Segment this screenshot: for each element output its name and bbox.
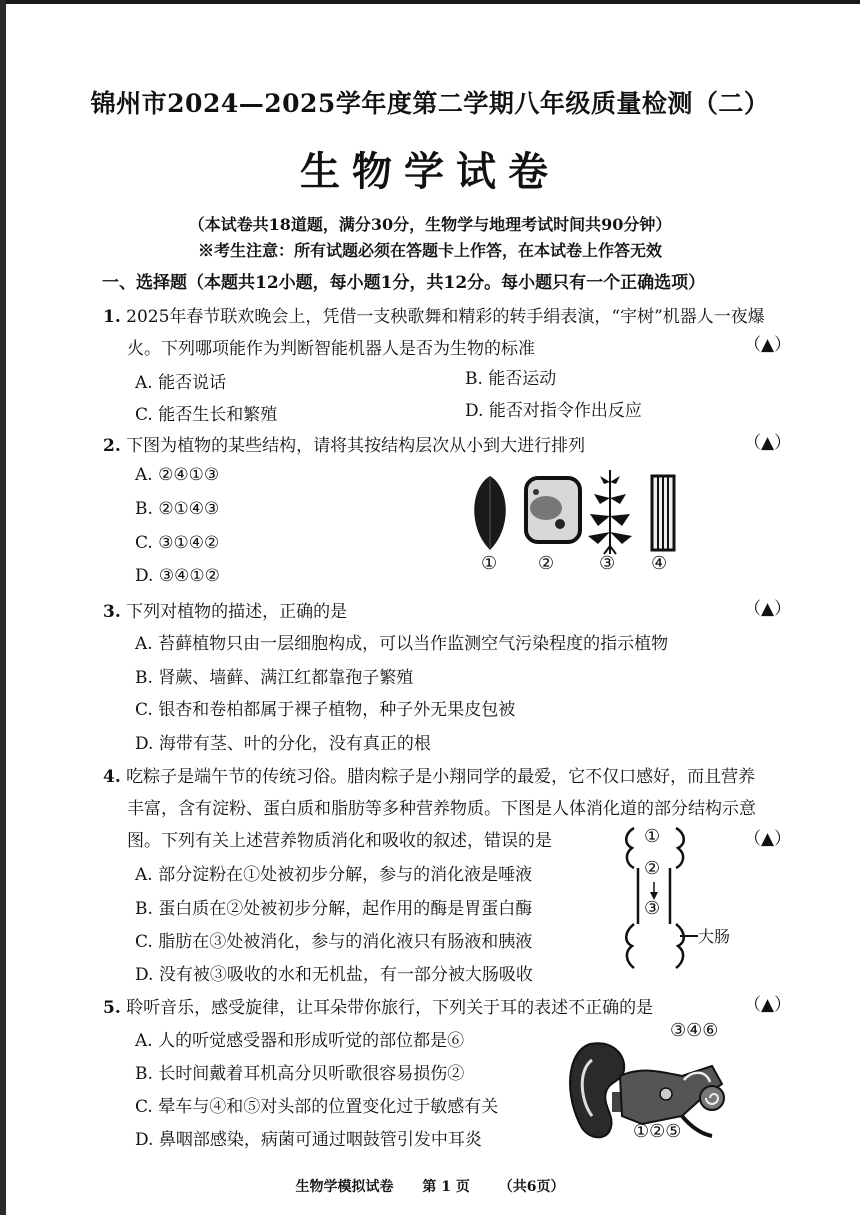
option-text: 人的听觉感受器和形成听觉的部位都是⑥ (158, 1031, 465, 1051)
option-label: A. (135, 865, 153, 885)
option-label: A. (135, 634, 153, 654)
tract-label-2: ② (644, 858, 661, 879)
figure-label-1: ① (481, 553, 498, 574)
exam-notice: ※考生注意：所有试题必须在答题卡上作答，在本试卷上作答无效 (197, 241, 662, 260)
section-title: 一、选择题（本题共12小题，每小题1分，共12分。每小题只有一个正确选项） (102, 273, 706, 293)
question-5-number: 5. (103, 998, 121, 1018)
option-label: A. (135, 1031, 153, 1051)
option-text: 鼻咽部感染，病菌可通过咽鼓管引发中耳炎 (158, 1130, 482, 1150)
subject-title: 生物学试卷 (300, 148, 560, 195)
question-5-option-c (135, 1092, 498, 1117)
question-5-option-b (135, 1059, 464, 1084)
question-4-option-c (135, 927, 532, 952)
option-label: D. (135, 566, 154, 586)
question-2-line-1 (103, 431, 585, 456)
question-2-stem-1: 下图为植物的某些结构，请将其按结构层次从小到大进行排列 (126, 436, 586, 456)
question-4-stem-3: 图。下列有关上述营养物质消化和吸收的叙述，错误的是 (127, 831, 552, 851)
footer-page: 第 1 页 (422, 1179, 470, 1195)
option-label: B. (135, 668, 153, 688)
option-label: A. (135, 465, 153, 485)
option-text: 银杏和卷柏都属于裸子植物，种子外无果皮包被 (158, 700, 516, 720)
option-label: A. (135, 373, 153, 393)
scan-top-border (0, 0, 860, 4)
question-4-stem-1: 吃粽子是端午节的传统习俗。腊肉粽子是小翔同学的最爱，它不仅口感好，而且营养 (126, 767, 756, 787)
question-1-stem-1: 2025年春节联欢晚会上，凭借一支秧歌舞和精彩的转手绢表演，“宇树”机器人一夜爆 (126, 307, 765, 327)
question-1-stem-2: 火。下列哪项能作为判断智能机器人是否为生物的标准 (127, 339, 535, 359)
ear-labels-top: ③④⑥ (670, 1020, 719, 1041)
question-1-option-b (465, 364, 556, 389)
question-2-option-d (135, 566, 220, 586)
question-2-answer-mark: （▲） (744, 433, 792, 453)
question-4-option-d (135, 960, 533, 985)
question-3-line-1 (103, 597, 347, 622)
exam-title: 锦州市2024—2025学年度第二学期八年级质量检测（二） (90, 89, 770, 118)
question-5-stem-1: 聆听音乐，感受旋律，让耳朵带你旅行，下列关于耳的表述不正确的是 (126, 998, 654, 1018)
figure-label-4: ④ (651, 553, 668, 574)
question-1-line-1 (103, 302, 765, 327)
question-1-option-c (135, 400, 277, 425)
large-intestine-label: 大肠 (698, 927, 731, 946)
tract-label-3: ③ (644, 898, 661, 919)
question-3-number: 3. (103, 602, 121, 622)
page-footer (0, 1176, 860, 1196)
option-text: ②①④③ (158, 499, 220, 519)
tract-label-1: ① (644, 826, 661, 847)
tissue-icon (652, 476, 674, 550)
question-5-option-d (135, 1125, 482, 1150)
question-3-option-a (135, 629, 668, 654)
option-label: C. (135, 700, 153, 720)
option-label: B. (135, 899, 153, 919)
option-label: C. (135, 533, 153, 553)
option-label: D. (465, 401, 484, 421)
option-label: C. (135, 405, 153, 425)
option-text: 能否生长和繁殖 (158, 405, 278, 425)
question-3-stem-1: 下列对植物的描述，正确的是 (126, 602, 348, 622)
option-label: C. (135, 932, 153, 952)
figure-label-3: ③ (599, 553, 616, 574)
question-1-answer-mark: （▲） (744, 335, 792, 355)
question-4-line-1 (103, 762, 755, 787)
question-1-option-d (465, 396, 642, 421)
question-1-option-a (135, 368, 226, 393)
question-5-line-1 (103, 993, 653, 1018)
question-2-option-c (135, 533, 219, 553)
question-4-answer-mark: （▲） (744, 829, 792, 849)
figure-label-2: ② (538, 553, 555, 574)
question-3-answer-mark: （▲） (744, 599, 792, 619)
option-text: 脂肪在③处被消化，参与的消化液只有肠液和胰液 (158, 932, 533, 952)
question-2-option-b (135, 499, 219, 519)
question-5-option-a (135, 1026, 464, 1051)
option-label: D. (135, 1130, 154, 1150)
option-label: B. (135, 1064, 153, 1084)
footer-name: 生物学模拟试卷 (295, 1179, 394, 1195)
question-3-option-c (135, 695, 515, 720)
option-text: ③④①② (158, 566, 220, 586)
ear-labels-bottom: ①②⑤ (633, 1121, 682, 1142)
option-label: B. (465, 369, 483, 389)
option-text: 长时间戴着耳机高分贝听歌很容易损伤② (158, 1064, 465, 1084)
question-4-number: 4. (103, 767, 121, 787)
question-2-option-a (135, 465, 219, 485)
footer-total: （共6页） (498, 1179, 565, 1195)
option-label: D. (135, 734, 154, 754)
option-text: 能否说话 (158, 373, 227, 393)
question-3-option-b (135, 663, 413, 688)
question-5-answer-mark: （▲） (744, 995, 792, 1015)
question-1-number: 1. (103, 307, 121, 327)
question-4-stem-2: 丰富，含有淀粉、蛋白质和脂肪等多种营养物质。下图是人体消化道的部分结构示意 (127, 799, 756, 819)
option-label: C. (135, 1097, 153, 1117)
option-text: 能否对指令作出反应 (488, 401, 642, 421)
option-text: 晕车与④和⑤对头部的位置变化过于敏感有关 (158, 1097, 499, 1117)
question-4-option-b (135, 894, 532, 919)
plant-structures-figure (460, 468, 700, 558)
question-4-option-a (135, 860, 532, 885)
exam-info: （本试卷共18道题，满分30分，生物学与地理考试时间共90分钟） (188, 215, 672, 234)
large-intestine-pointer (680, 934, 700, 938)
option-text: 没有被③吸收的水和无机盐，有一部分被大肠吸收 (158, 965, 533, 985)
option-text: 海带有茎、叶的分化，没有真正的根 (158, 734, 431, 754)
option-text: 苔藓植物只由一层细胞构成，可以当作监测空气污染程度的指示植物 (158, 634, 669, 654)
option-text: 蛋白质在②处被初步分解，起作用的酶是胃蛋白酶 (158, 899, 533, 919)
option-text: ③①④② (158, 533, 220, 553)
question-3-option-d (135, 729, 431, 754)
option-label: B. (135, 499, 153, 519)
option-label: D. (135, 965, 154, 985)
option-text: ②④①③ (158, 465, 220, 485)
option-text: 部分淀粉在①处被初步分解，参与的消化液是唾液 (158, 865, 533, 885)
plant-icon (588, 470, 632, 554)
question-2-number: 2. (103, 436, 121, 456)
option-text: 能否运动 (488, 369, 557, 389)
option-text: 肾蕨、墙藓、满江红都靠孢子繁殖 (158, 668, 414, 688)
